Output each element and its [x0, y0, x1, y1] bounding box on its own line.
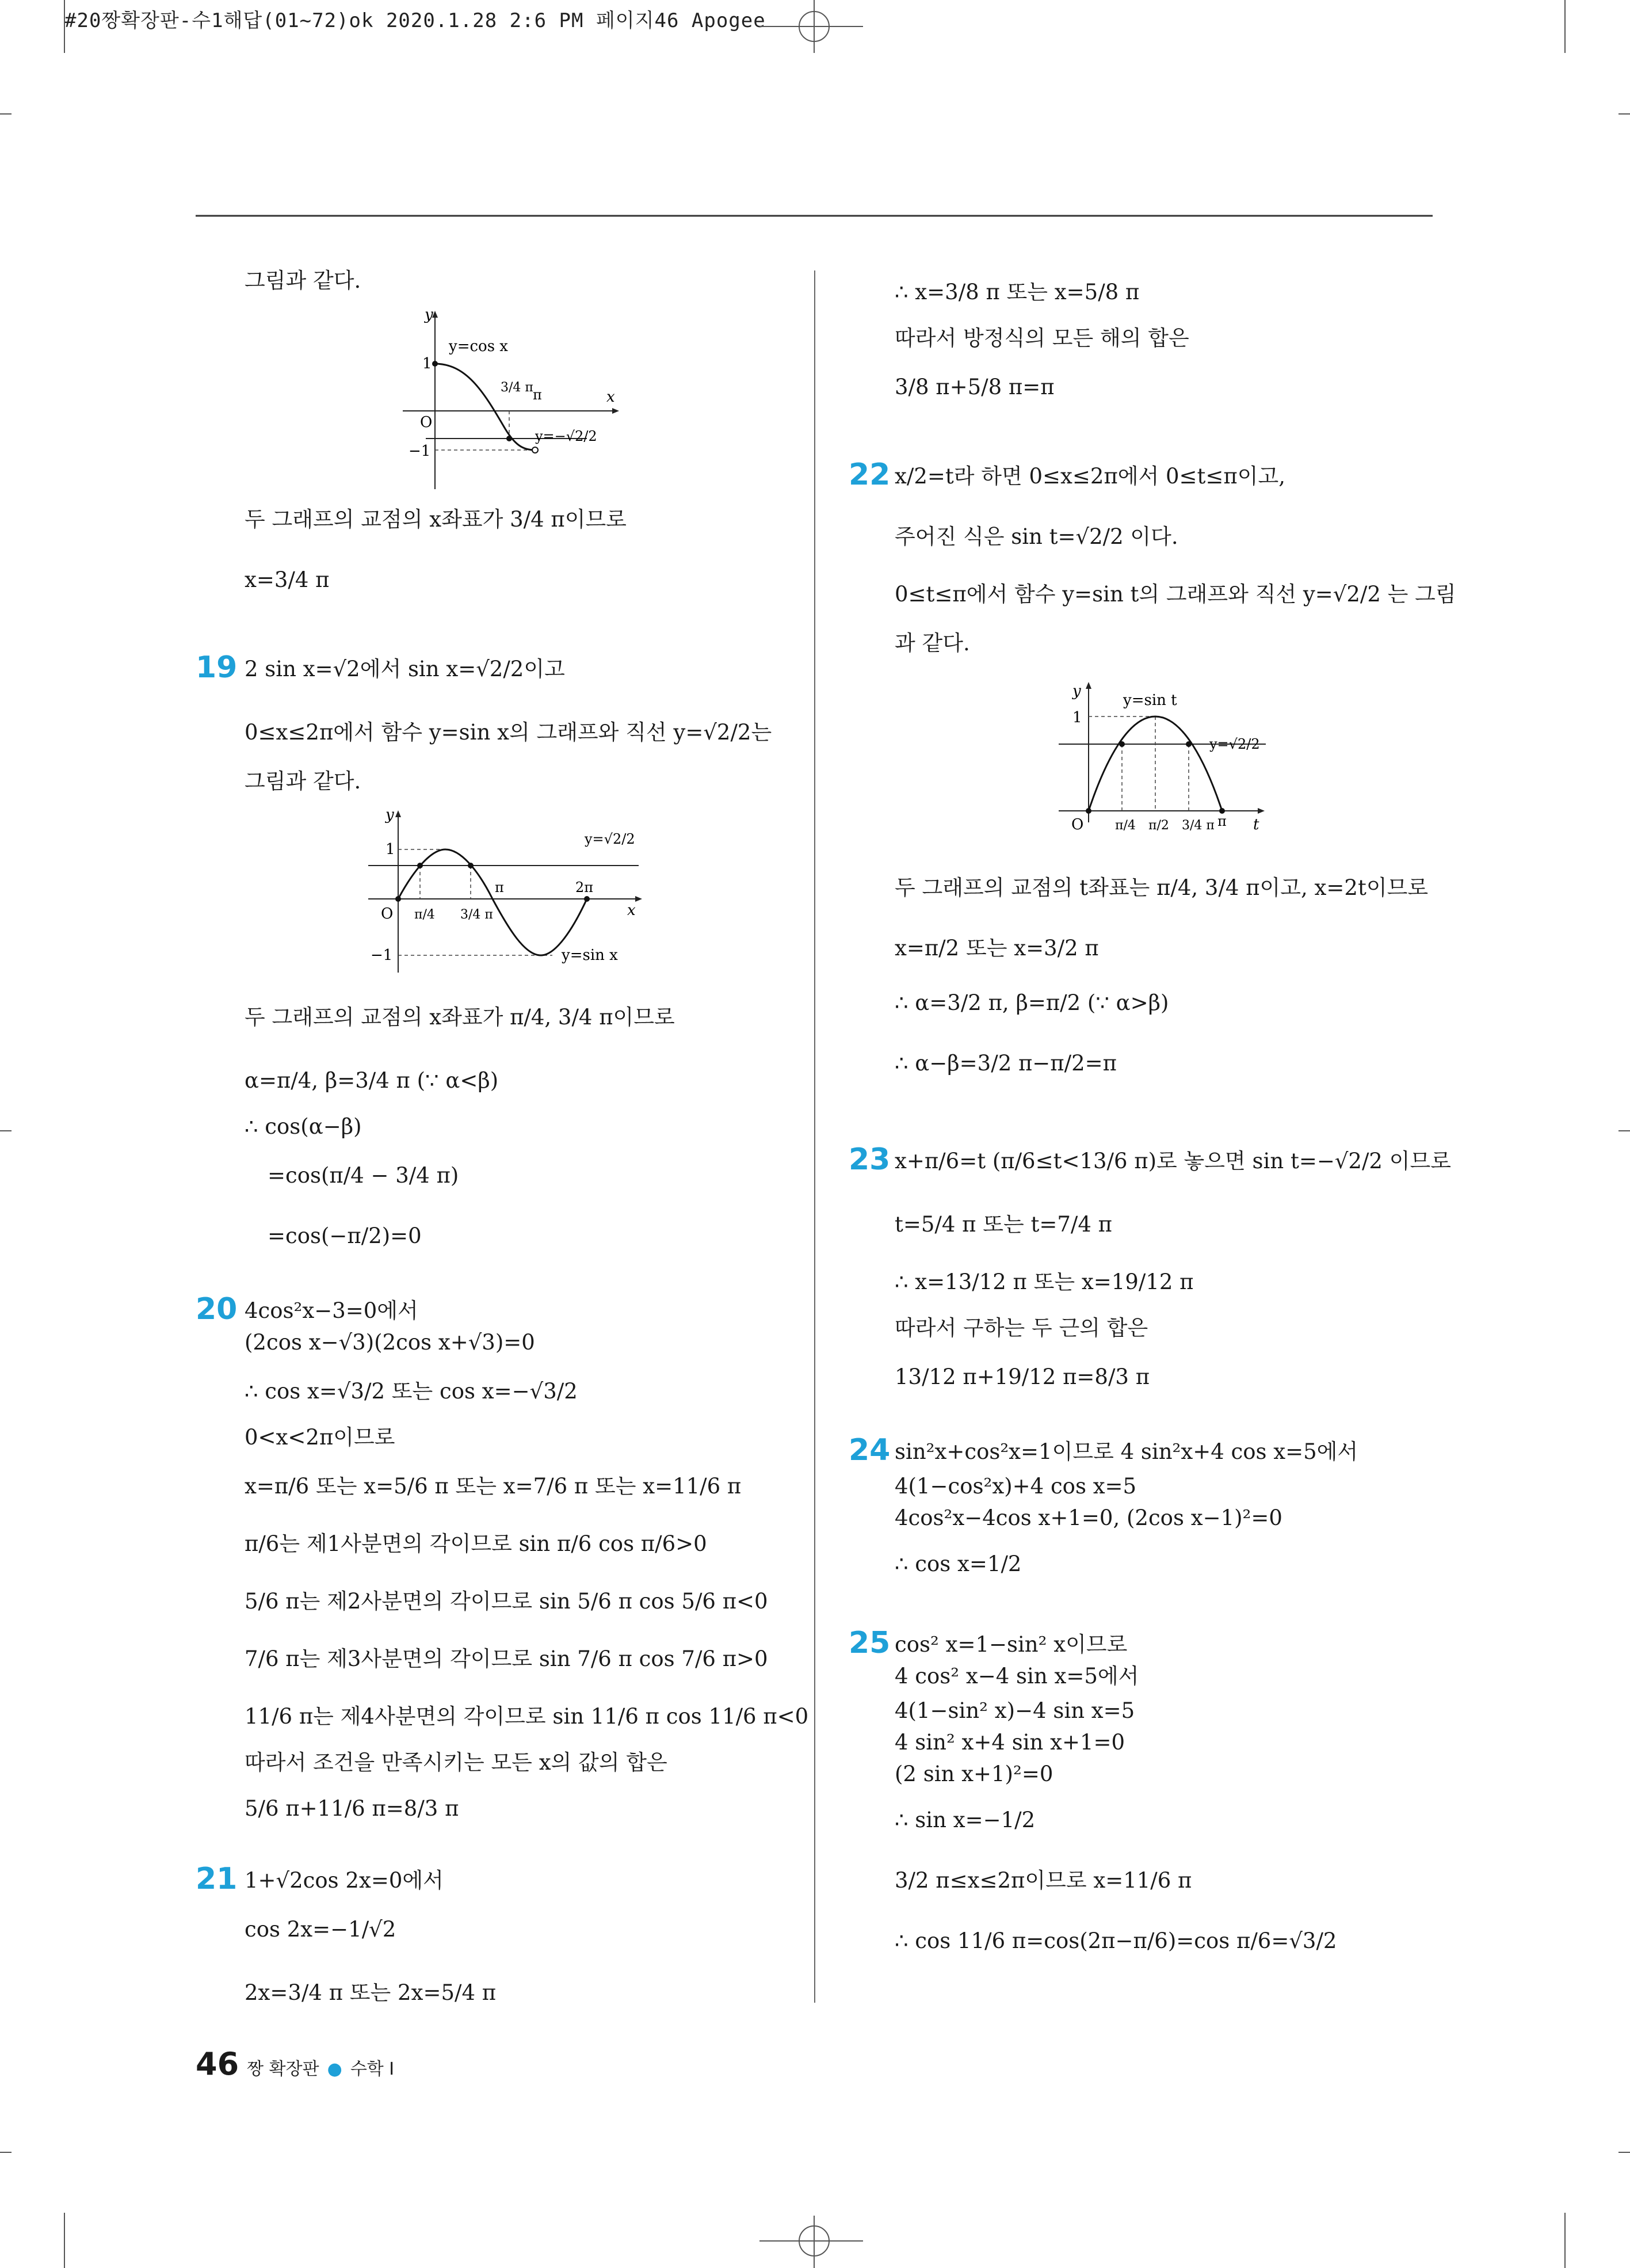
book-title: 짱 확장판	[247, 2059, 319, 2079]
text-line: 11/6 π는 제4사분면의 각이므로 sin 11/6 π cos 11/6 π<0	[245, 1704, 809, 1729]
text-line: 2 sin x=√2에서 sin x=√2/2이고	[245, 657, 565, 681]
text-line: 0<x<2π이므로	[245, 1425, 395, 1450]
print-slug: #20짱확장판-수1해답(01~72)ok 2020.1.28 2:6 PM 페이지46 Apogee	[64, 9, 766, 32]
bullet-icon: ●	[327, 2059, 342, 2079]
text-line: =cos(π/4 − 3/4 π)	[268, 1163, 459, 1188]
text-line: ∴ x=3/8 π 또는 x=5/8 π	[895, 280, 1140, 304]
origin-label: O	[1071, 816, 1084, 833]
text-line: 따라서 구하는 두 근의 합은	[895, 1316, 1148, 1340]
text-line: ∴ cos x=1/2	[895, 1552, 1022, 1576]
tick-label: 3/4 π	[460, 908, 493, 922]
axis-label-x: x	[606, 388, 615, 406]
axis-label-y: y	[425, 306, 433, 323]
text-line: 주어진 식은 sin t=√2/2 이다.	[895, 524, 1178, 549]
cos-graph	[397, 305, 627, 495]
text-line: t=5/4 π 또는 t=7/4 π	[895, 1212, 1112, 1237]
tick-label: 1	[1072, 709, 1082, 726]
text-line: x/2=t라 하면 0≤x≤2π에서 0≤t≤π이고,	[895, 464, 1285, 489]
text-line: ∴ cos 11/6 π=cos(2π−π/6)=cos π/6=√3/2	[895, 1928, 1337, 1953]
tick-label: π	[495, 879, 504, 895]
tick-label: π/2	[1148, 818, 1169, 833]
text-line: (2 sin x+1)²=0	[895, 1762, 1053, 1786]
text-line: ∴ cos(α−β)	[245, 1114, 362, 1139]
text-line: 4cos²x−4cos x+1=0, (2cos x−1)²=0	[895, 1505, 1282, 1530]
tick-label: π/4	[414, 908, 435, 922]
sin-t-graph	[1059, 676, 1277, 837]
text-line: =cos(−π/2)=0	[268, 1223, 422, 1248]
page-number: 46	[196, 2046, 239, 2082]
text-line: x=π/6 또는 x=5/6 π 또는 x=7/6 π 또는 x=11/6 π	[245, 1474, 742, 1499]
tick-label: −1	[371, 947, 393, 964]
tick-label: π/4	[1115, 818, 1136, 833]
text-line: 0≤t≤π에서 함수 y=sin t의 그래프와 직선 y=√2/2 는 그림	[895, 582, 1456, 607]
text-line: ∴ α=3/2 π, β=π/2 (∵ α>β)	[895, 990, 1169, 1015]
text-line: 5/6 π는 제2사분면의 각이므로 sin 5/6 π cos 5/6 π<0	[245, 1589, 768, 1614]
text-line: 4(1−sin² x)−4 sin x=5	[895, 1698, 1135, 1723]
text-line: 5/6 π+11/6 π=8/3 π	[245, 1796, 459, 1821]
page-footer	[196, 2046, 394, 2082]
text-line: 7/6 π는 제3사분면의 각이므로 sin 7/6 π cos 7/6 π>0	[245, 1646, 768, 1671]
text-line: 그림과 같다.	[245, 268, 361, 293]
curve-label: y=cos x	[449, 338, 508, 355]
text-line: 4 sin² x+4 sin x+1=0	[895, 1730, 1125, 1755]
text-line: 3/8 π+5/8 π=π	[895, 375, 1055, 399]
tick-label: 1	[385, 841, 395, 858]
sin-graph	[368, 806, 650, 978]
text-line: 0≤x≤2π에서 함수 y=sin x의 그래프와 직선 y=√2/2는	[245, 720, 772, 745]
text-line: ∴ sin x=−1/2	[895, 1808, 1036, 1832]
line-label: y=√2/2	[585, 831, 635, 847]
text-line: cos² x=1−sin² x이므로	[895, 1632, 1128, 1657]
tick-label: 1	[422, 355, 432, 372]
text-line: α=π/4, β=3/4 π (∵ α<β)	[245, 1068, 499, 1093]
text-line: 두 그래프의 교점의 x좌표가 π/4, 3/4 π이므로	[245, 1005, 675, 1030]
text-line: 3/2 π≤x≤2π이므로 x=11/6 π	[895, 1868, 1192, 1893]
problem-number: 20	[196, 1292, 238, 1327]
curve-label: y=sin t	[1123, 692, 1177, 709]
axis-label-y: y	[1072, 683, 1081, 700]
problem-number: 19	[196, 650, 238, 685]
text-line: (2cos x−√3)(2cos x+√3)=0	[245, 1330, 535, 1355]
problem-number: 24	[849, 1433, 891, 1467]
axis-label-x: x	[627, 902, 636, 919]
origin-label: O	[381, 905, 394, 923]
text-line: 4(1−cos²x)+4 cos x=5	[895, 1474, 1137, 1499]
axis-label-y: y	[385, 806, 394, 824]
tick-label: −1	[409, 443, 431, 460]
text-line: 두 그래프의 교점의 x좌표가 3/4 π이므로	[245, 507, 627, 532]
problem-number: 25	[849, 1626, 891, 1660]
text-line: ∴ α−β=3/2 π−π/2=π	[895, 1051, 1117, 1076]
line-label: y=√2/2	[1209, 736, 1260, 752]
curve-label: y=sin x	[562, 947, 618, 964]
text-line: 2x=3/4 π 또는 2x=5/4 π	[245, 1980, 497, 2005]
text-line: 따라서 방정식의 모든 해의 합은	[895, 326, 1189, 350]
text-line: ∴ cos x=√3/2 또는 cos x=−√3/2	[245, 1379, 578, 1404]
text-line: π/6는 제1사분면의 각이므로 sin π/6 cos π/6>0	[245, 1531, 707, 1556]
text-line: ∴ x=13/12 π 또는 x=19/12 π	[895, 1270, 1194, 1294]
axis-label-t: t	[1253, 816, 1259, 833]
text-line: x=π/2 또는 x=3/2 π	[895, 936, 1099, 960]
problem-number: 23	[849, 1142, 891, 1177]
tick-label: 2π	[575, 879, 594, 895]
text-line: 13/12 π+19/12 π=8/3 π	[895, 1364, 1150, 1389]
origin-label: O	[420, 414, 433, 431]
text-line: x=3/4 π	[245, 567, 330, 592]
text-line: 그림과 같다.	[245, 769, 361, 794]
text-line: x+π/6=t (π/6≤t<13/6 π)로 놓으면 sin t=−√2/2 이므로	[895, 1149, 1451, 1173]
subject-label: 수학 I	[350, 2059, 395, 2079]
problem-number: 21	[196, 1862, 238, 1896]
text-line: 4 cos² x−4 sin x=5에서	[895, 1664, 1139, 1688]
problem-number: 22	[849, 458, 891, 492]
text-line: 따라서 조건을 만족시키는 모든 x의 값의 합은	[245, 1750, 667, 1775]
tick-label: 3/4 π	[1182, 818, 1215, 833]
text-line: 과 같다.	[895, 631, 970, 655]
text-line: 1+√2cos 2x=0에서	[245, 1868, 444, 1893]
tick-label: π	[1217, 813, 1227, 829]
text-line: 4cos²x−3=0에서	[245, 1298, 418, 1323]
line-label: y=−√2/2	[535, 428, 597, 444]
tick-label: π	[533, 387, 542, 403]
text-line: 두 그래프의 교점의 t좌표는 π/4, 3/4 π이고, x=2t이므로	[895, 875, 1429, 900]
text-line: sin²x+cos²x=1이므로 4 sin²x+4 cos x=5에서	[895, 1439, 1358, 1464]
tick-label: 3/4 π	[501, 380, 533, 395]
text-line: cos 2x=−1/√2	[245, 1917, 396, 1942]
